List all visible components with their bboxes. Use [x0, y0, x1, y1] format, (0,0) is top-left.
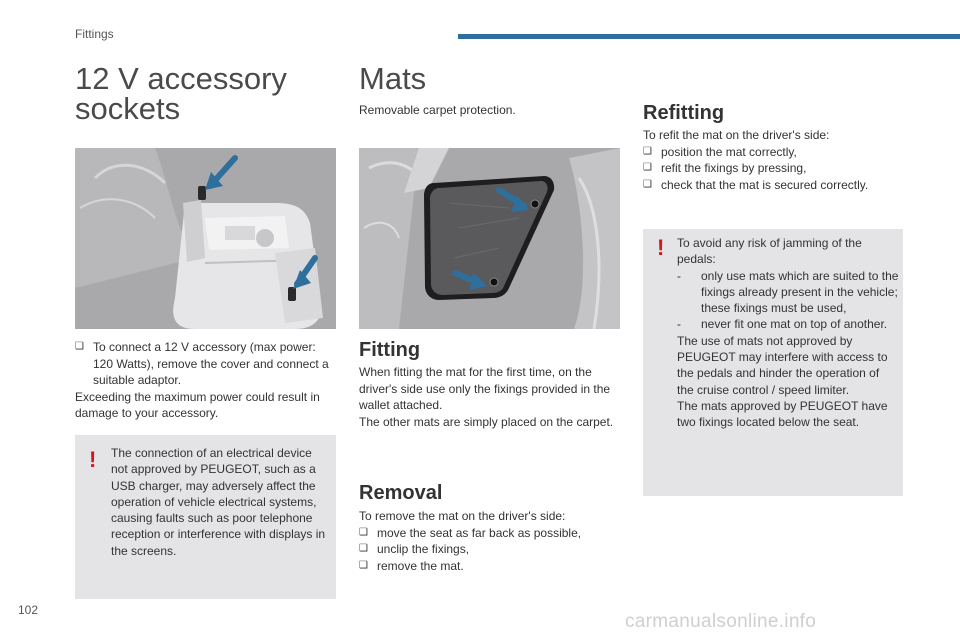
sockets-bullet	[75, 339, 337, 389]
mats-warning-dash-item	[677, 268, 899, 317]
sockets-paragraph: Exceeding the maximum power could result in damage to your accessory.	[75, 389, 320, 420]
mats-intro: Removable carpet protection.	[359, 103, 516, 117]
section-header: Fittings	[75, 27, 114, 41]
refitting-text	[643, 127, 905, 193]
removal-step-text: move the seat as far back as possible,	[377, 525, 582, 540]
fitting-paragraph-2: The other mats are simply placed on the carpet.	[359, 414, 614, 429]
removal-step	[359, 558, 621, 575]
fitting-paragraph-1: When fitting the mat for the first time, on the driver's side use only the fixings provided in the wallet attached.	[359, 365, 611, 412]
mats-title: Mats	[359, 61, 427, 96]
sockets-title-line2: sockets	[75, 91, 181, 126]
refitting-step-text: refit the fixings by pressing,	[661, 161, 807, 175]
refitting-step-text: position the mat correctly,	[661, 144, 797, 159]
mat-figure	[359, 148, 620, 329]
dash-marker: -	[677, 268, 681, 283]
mat-illustration	[359, 148, 620, 329]
refitting-step-text: check that the mat is secured correctly.	[661, 177, 869, 192]
header-accent-bar	[458, 34, 960, 39]
refitting-step	[643, 177, 905, 194]
removal-step-text: remove the mat.	[377, 558, 464, 573]
sockets-title-line1: 12 V accessory	[75, 61, 287, 96]
removal-heading: Removal	[359, 482, 443, 504]
sockets-warning-box	[75, 435, 336, 599]
fitting-text	[359, 364, 621, 430]
removal-step	[359, 525, 621, 542]
bullet-marker: ❑	[643, 178, 652, 190]
bullet-marker: ❑	[643, 162, 652, 173]
removal-text	[359, 508, 621, 574]
refitting-step	[643, 144, 905, 161]
mats-warning-dash-item	[677, 316, 899, 332]
removal-intro: To remove the mat on the driver's side:	[359, 509, 566, 523]
dash-marker: -	[677, 317, 681, 332]
refitting-step	[643, 160, 905, 177]
page-number: 102	[18, 603, 39, 617]
refitting-heading: Refitting	[643, 102, 725, 124]
bullet-marker: ❑	[643, 145, 652, 157]
warning-icon: !	[89, 447, 97, 472]
bullet-marker: ❑	[359, 543, 368, 554]
mats-warning-intro: To avoid any risk of jamming of the pedals:	[677, 236, 862, 267]
mats-warning-paragraph-1: The use of mats not approved by PEUGEOT may interfere with access to the pedals and hinder the operation of the cruise control / speed limiter.	[677, 333, 888, 397]
fitting-heading: Fitting	[359, 339, 421, 361]
sockets-bullet-text: To connect a 12 V accessory (max power: 120 Watts), remove the cover and connect a suitable adaptor.	[93, 340, 329, 387]
sockets-title	[75, 61, 287, 126]
bullet-marker: ❑	[359, 526, 368, 538]
mats-warning-paragraph-2: The mats approved by PEUGEOT have two fixings located below the seat.	[677, 398, 888, 430]
bullet-marker: ❑	[359, 559, 368, 571]
removal-step	[359, 541, 621, 558]
sockets-warning-text: The connection of an electrical device not approved by PEUGEOT, such as a USB charger, may adversely affect the operation of vehicle electrical systems, causing faults such as poor telephone reception or interference with displays in the screens.	[111, 446, 326, 558]
watermark: carmanualsonline.info	[625, 611, 817, 632]
mats-warning-dash-text: never fit one mat on top of another.	[701, 317, 888, 332]
console-figure	[75, 148, 336, 329]
bullet-marker: ❑	[75, 341, 84, 352]
mats-warning-text	[677, 235, 899, 431]
sockets-instructions	[75, 339, 337, 422]
mats-warning-dash-text: only use mats which are suited to the fixings already present in the vehicle; these fixings must be used,	[701, 268, 899, 316]
console-illustration	[75, 148, 336, 329]
warning-icon: !	[657, 235, 665, 260]
mats-warning-box	[643, 229, 903, 496]
removal-step-text: unclip the fixings,	[377, 542, 470, 556]
refitting-intro: To refit the mat on the driver's side:	[643, 128, 830, 142]
